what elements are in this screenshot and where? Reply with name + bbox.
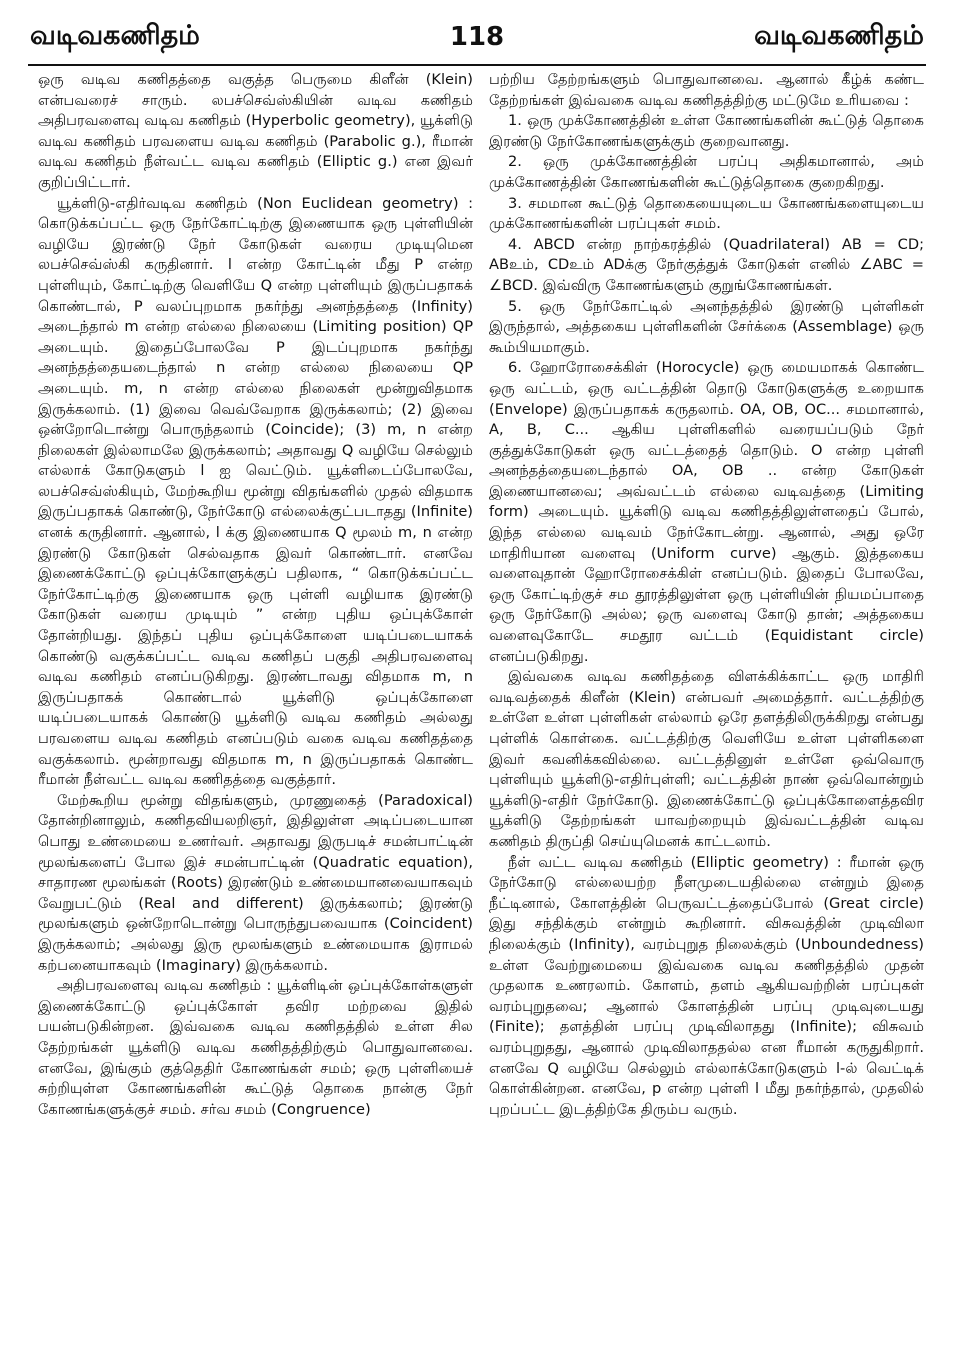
left-column <box>38 70 473 1344</box>
list-item: 6. ஹோரோசைக்கிள் (Horocycle) ஒரு மையமாகக் கொண்ட ஒரு வட்டம், ஒரு வட்டத்தின் தொடு கோடுகளுக்கு உறையாக (Envelope) இருப்பதாகக் கருதலாம். OA, OB, OC... சமமானால், A, B, C... ஆகிய புள்ளிகளில் வரையப்படும் நேர் குத்துக்கோடுகள் ஒரு வட்டத்தைத் தொடும். O என்ற புள்ளி அனந்தத்தையடைந்தால் OA, OB .. என்ற கோடுகள் இணையானவை; அவ்வட்டம் எல்லை வடிவத்தை (Limiting form) அடையும். யூக்ளிடு வடிவ கணிதத்திலுள்ளதைப் போல், இந்த எல்லை வடிவம் நேர்கோடன்று. ஆனால், அது ஒரே மாதிரியான வளைவு (Uniform curve) ஆகும். இத்தகைய வளைவுதான் ஹோரோசைக்கிள் எனப்படும். இதைப் போலவே, ஒரு கோட்டிற்குச் சம தூரத்திலுள்ள ஒரு புள்ளியின் நியமப்பாதை ஒரு நேர்கோடு அல்ல; ஒரு வளைவு கோடு தான்; அத்தகைய வளைவுகோடே சமதூர வட்டம் (Equidistant circle) எனப்படுகிறது. <box>489 359 924 665</box>
list-item: 3. சமமான கூட்டுத் தொகையையுடைய கோணங்களையுடைய முக்கோணங்களின் பரப்புகள் சமம். <box>489 194 924 233</box>
paragraph: மேற்கூறிய மூன்று விதங்களும், முரணுகைத் (Paradoxical) தோன்றினாலும், கணிதவியலறிஞர், இதிலுள்ள அடிப்படையான பொது உண்மையை உணர்வர். அதாவது இருபடிச் சமன்பாட்டின் மூலங்களைப் போல இச் சமன்பாட்டின் (Quadratic equation), சாதாரண மூலங்கள் (Roots) இரண்டும் உண்மையானவையாகவும் வேறுபட்டும் (Real and different) இருக்கலாம்; இரண்டு மூலங்களும் ஒன்றோடொன்று பொருந்துபவையாக (Coincident) இருக்கலாம்; அல்லது இரு மூலங்களும் உண்மையாக இராமல் கற்பனையாகவும் (Imaginary) இருக்கலாம். <box>38 791 473 974</box>
right-column <box>489 70 924 1344</box>
paragraph: யூக்ளிடு-எதிர்வடிவ கணிதம் (Non Euclidean geometry) : கொடுக்கப்பட்ட ஒரு நேர்கோட்டிற்கு இணையாக ஒரு புள்ளியின் வழியே இரண்டு நேர் கோடுகள் வரைய முடியுமென லபச்செவ்ஸ்கி கருதினார். l என்ற கோட்டின் மீது P என்ற புள்ளியும், கோட்டிற்கு வெளியே Q என்ற புள்ளியும் இருப்பதாகக் கொண்டால், P வலப்புறமாக நகர்ந்து அனந்தத்தை (Infinity) அடைந்தால் m என்ற எல்லை நிலையை (Limiting position) QP அடையும். இதைப்போலவே P இடப்புறமாக நகர்ந்து அனந்தத்தையடைந்தால் n என்ற எல்லை நிலையை QP அடையும். m, n என்ற எல்லை நிலைகள் மூன்றுவிதமாக இருக்கலாம். (1) இவை வெவ்வேறாக இருக்கலாம்; (2) இவை ஒன்றோடொன்று பொருந்தலாம் (Coincide); (3) m, n என்ற நிலைகள் இல்லாமலே இருக்கலாம்; அதாவது Q வழியே செல்லும் எல்லாக் கோடுகளும் l ஐ வெட்டும். யூக்ளிடைப்போலவே, லபச்செவ்ஸ்கியும், மேற்கூறிய மூன்று விதங்களில் முதல் விதமாக இருப்பதாகக் கொண்டு, நேர்கோடு எல்லைக்குட்படாதது (Infinite) எனக் கருதினார். ஆனால், l க்கு இணையாக Q மூலம் m, n என்ற இரண்டு கோடுகள் செல்வதாக இவர் கொண்டார். எனவே இணைக்கோட்டு ஒப்புக்கோளுக்குப் பதிலாக, “ கொடுக்கப்பட்ட நேர்கோட்டிற்கு இணையாக ஒரு புள்ளி வழியாக இரண்டு கோடுகள் வரைய முடியும் ” என்ற புதிய ஒப்புக்கோள் தோன்றியது. இந்தப் புதிய ஒப்புக்கோளை யடிப்படையாகக் கொண்டு வகுக்கப்பட்ட வடிவ கணிதப் பகுதி அதிபரவளைவு வடிவ கணிதம் எனப்படுகிறது. இரண்டாவது விதமாக m, n இருப்பதாகக் கொண்டால் யூக்ளிடு ஒப்புக்கோளை யடிப்படையாகக் கொண்டு யூக்ளிடு வடிவ கணிதம் அல்லது பரவளைய வடிவ கணிதம் எனப்படும் வகை வடிவ கணிதத்தை வகுக்கலாம். மூன்றாவது விதமாக m, n இருப்பதாகக் கொண்ட ரீமான் நீள்வட்ட வடிவ கணிதத்தை வகுத்தார். <box>38 194 473 789</box>
paragraph: ஒரு வடிவ கணிதத்தை வகுத்த பெருமை கிளீன் (Klein) என்பவரைச் சாரும். லபச்செவ்ஸ்கியின் வடிவ கணிதம் அதிபரவளைவு வடிவ கணிதம் (Hyperbolic geometry), யூக்ளிடு வடிவ கணிதம் பரவளைய வடிவ கணிதம் (Parabolic g.), ரீமான் வடிவ கணிதம் நீள்வட்ட வடிவ கணிதம் (Elliptic g.) என இவர் குறிப்பிட்டார். <box>38 71 473 191</box>
paragraph: நீள் வட்ட வடிவ கணிதம் (Elliptic geometry) : ரீமான் ஒரு நேர்கோடு எல்லையற்ற நீளமுடையதில்லை என்றும் இதை நீட்டினால், கோளத்தின் பெருவட்டத்தைப்போல் (Great circle) இது சந்திக்கும் என்றும் கூறினார். விசுவத்தின் முடிவிலா நிலைக்கும் (Infinity), வரம்புறுத நிலைக்கும் (Unboundedness) உள்ள வேற்றுமையை இவ்வகை வடிவ கணிதத்தில் முதன் முதலாக உணரலாம். கோளம், தளம் ஆகியவற்றின் பரப்புகள் வரம்புறுதவை; ஆனால் கோளத்தின் பரப்பு முடிவுடையது (Finite); தளத்தின் பரப்பு முடிவிலாதது (Infinite); விசுவம் வரம்புறுதது, ஆனால் முடிவிலாததல்ல என ரீமான் கருதுகிறார். எனவே Q வழியே செல்லும் எல்லாக்கோடுகளும் l-ல் வெட்டிக் கொள்கின்றன. எனவே, p என்ற புள்ளி l மீது நகர்ந்தால், முதலில் புறப்பட்ட இடத்திற்கே திரும்ப வரும். <box>489 853 924 1118</box>
text-columns <box>38 70 924 1344</box>
list-item: 4. ABCD என்ற நாற்கரத்தில் (Quadrilateral) AB = CD; ABஉம், CDஉம் ADக்கு நேர்குத்துக் கோடுகள் எனில் ∠ABC = ∠BCD. இவ்விரு கோணங்களும் குறுங்கோணங்கள். <box>489 235 924 294</box>
header-left-title: வடிவகணிதம் <box>30 19 200 51</box>
paragraph: இவ்வகை வடிவ கணிதத்தை விளக்கிக்காட்ட ஒரு மாதிரி வடிவத்தைக் கிளீன் (Klein) என்பவர் அமைத்தார். வட்டத்திற்கு உள்ளே உள்ள புள்ளிகள் எல்லாம் ஒரே தளத்திலிருக்கிறது என்பது புள்ளிக் கொள்கை. வட்டத்திற்கு வெளியே உள்ள புள்ளிகளை இவர் கவனிக்கவில்லை. வட்டத்தினுள் உள்ளே ஒவ்வொரு புள்ளியும் யூக்ளிடு-எதிர்புள்ளி; வட்டத்தின் நாண் ஒவ்வொன்றும் யூக்ளிடு-எதிர் நேர்கோடு. இணைக்கோட்டு ஒப்புக்கோளைத்தவிர யூக்ளிடு தேற்றங்கள் யாவற்றையும் இவ்வட்டத்தின் வடிவ கணிதம் திருப்தி செய்யுமெனக் காட்டலாம். <box>489 668 924 850</box>
page-number: 118 <box>449 22 505 52</box>
running-header <box>30 14 924 60</box>
header-rule <box>28 64 926 66</box>
header-right-title: வடிவகணிதம் <box>754 19 924 51</box>
paragraph: அதிபரவளைவு வடிவ கணிதம் : யூக்ளிடின் ஒப்புக்கோள்களுள் இணைக்கோட்டு ஒப்புக்கோள் தவிர மற்றவை இதில் பயன்படுகின்றன. இவ்வகை வடிவ கணிதத்தில் உள்ள சில தேற்றங்கள் யூக்ளிடு வடிவ கணிதத்திற்கும் பொதுவானவை. எனவே, இங்கும் குத்தெதிர் கோணங்கள் சமம்; ஒரு புள்ளியைச் சுற்றியுள்ள கோணங்களின் கூட்டுத் தொகை நான்கு நேர் கோணங்களுக்குச் சமம். சர்வ சமம் (Congruence) <box>38 977 473 1118</box>
paragraph: பற்றிய தேற்றங்களும் பொதுவானவை. ஆனால் கீழ்க் கண்ட தேற்றங்கள் இவ்வகை வடிவ கணிதத்திற்கு மட்டுமே உரியவை : <box>489 71 924 109</box>
list-item: 5. ஒரு நேர்கோட்டில் அனந்தத்தில் இரண்டு புள்ளிகள் இருந்தால், அத்தகைய புள்ளிகளின் சேர்க்கை (Assemblage) ஒரு கூம்பியமாகும். <box>489 297 924 356</box>
list-item: 1. ஒரு முக்கோணத்தின் உள்ள கோணங்களின் கூட்டுத் தொகை இரண்டு நேர்கோணங்களுக்கும் குறைவானது. <box>489 112 924 150</box>
list-item: 2. ஒரு முக்கோணத்தின் பரப்பு அதிகமானால், அம் முக்கோணத்தின் கோணங்களின் கூட்டுத்தொகை குறைகிறது. <box>489 153 924 191</box>
